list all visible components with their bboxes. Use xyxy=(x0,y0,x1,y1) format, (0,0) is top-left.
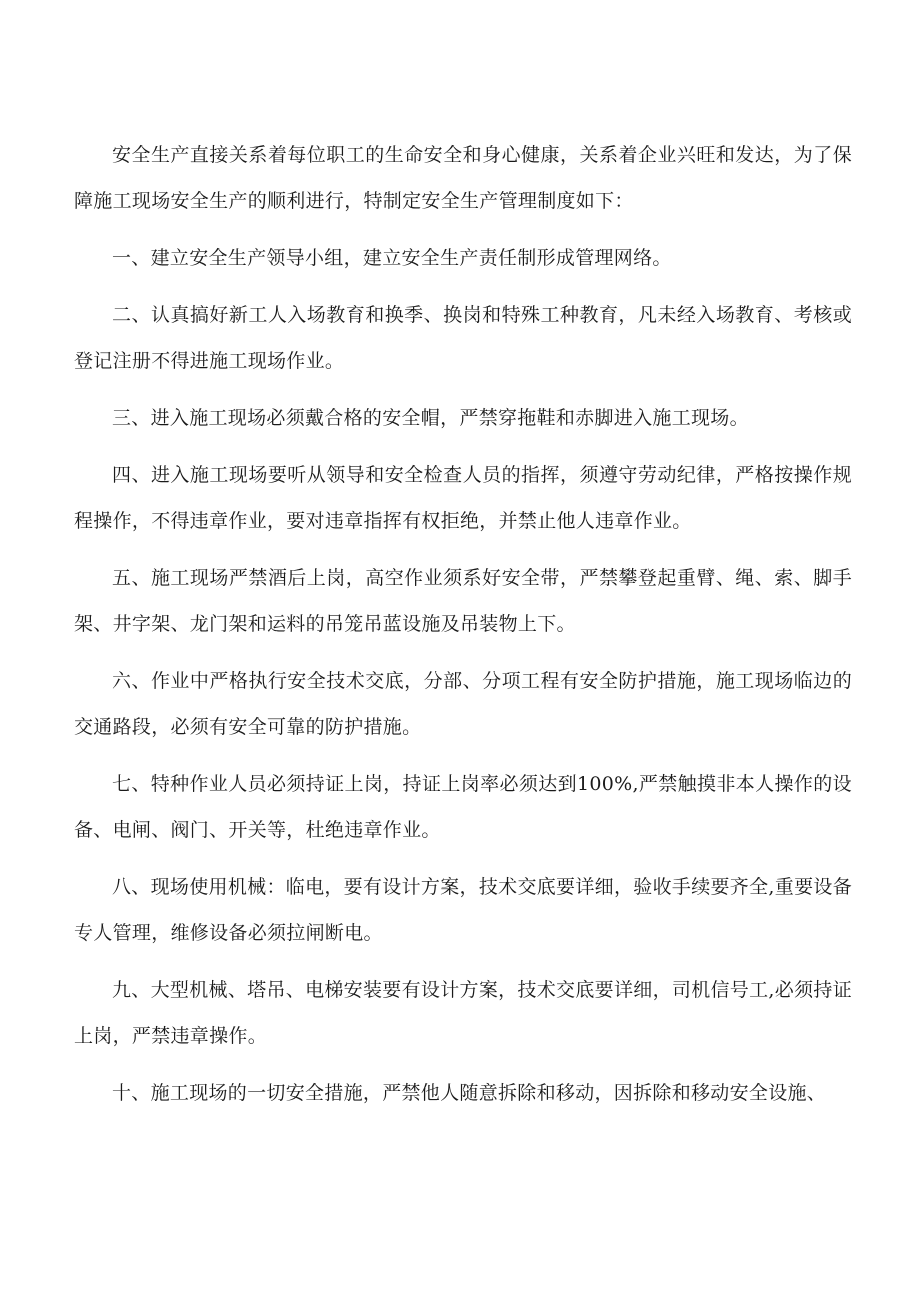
rule-item-6: 六、作业中严格执行安全技术交底，分部、分项工程有安全防护措施，施工现场临边的交通路段，必须有安全可靠的防护措施。 xyxy=(74,670,852,738)
rule-item-10: 十、施工现场的一切安全措施，严禁他人随意拆除和移动，因拆除和移动安全设施、 xyxy=(112,1082,827,1104)
rule-item-8: 八、现场使用机械：临电，要有设计方案，技术交底要详细，验收手续要齐全,重要设备专人管理，维修设备必须拉闸断电。 xyxy=(74,876,852,944)
rule-item-5: 五、施工现场严禁酒后上岗，高空作业须系好安全带，严禁攀登起重臂、绳、索、脚手架、井字架、龙门架和运料的吊笼吊蓝设施及吊装物上下。 xyxy=(74,567,852,635)
document-body xyxy=(74,132,852,1127)
rule-item-2: 二、认真搞好新工人入场教育和换季、换岗和特殊工种教育，凡未经入场教育、考核或登记注册不得进施工现场作业。 xyxy=(74,304,852,372)
rule-item-1: 一、建立安全生产领导小组，建立安全生产责任制形成管理网络。 xyxy=(112,247,672,269)
rule-item-3: 三、进入施工现场必须戴合格的安全帽，严禁穿拖鞋和赤脚进入施工现场。 xyxy=(112,407,749,429)
rule-item-4: 四、进入施工现场要听从领导和安全检查人员的指挥，须遵守劳动纪律，严格按操作规程操作，不得违章作业，要对违章指挥有权拒绝，并禁止他人违章作业。 xyxy=(74,464,852,532)
intro-paragraph: 安全生产直接关系着每位职工的生命安全和身心健康，关系着企业兴旺和发达，为了保障施工现场安全生产的顺利进行，特制定安全生产管理制度如下： xyxy=(74,144,852,212)
rule-item-7: 七、特种作业人员必须持证上岗，持证上岗率必须达到100%,严禁触摸非本人操作的设备、电闸、阀门、开关等，杜绝违章作业。 xyxy=(74,773,852,841)
rule-item-9: 九、大型机械、塔吊、电梯安装要有设计方案，技术交底要详细，司机信号工,必须持证上岗，严禁违章操作。 xyxy=(74,979,852,1047)
